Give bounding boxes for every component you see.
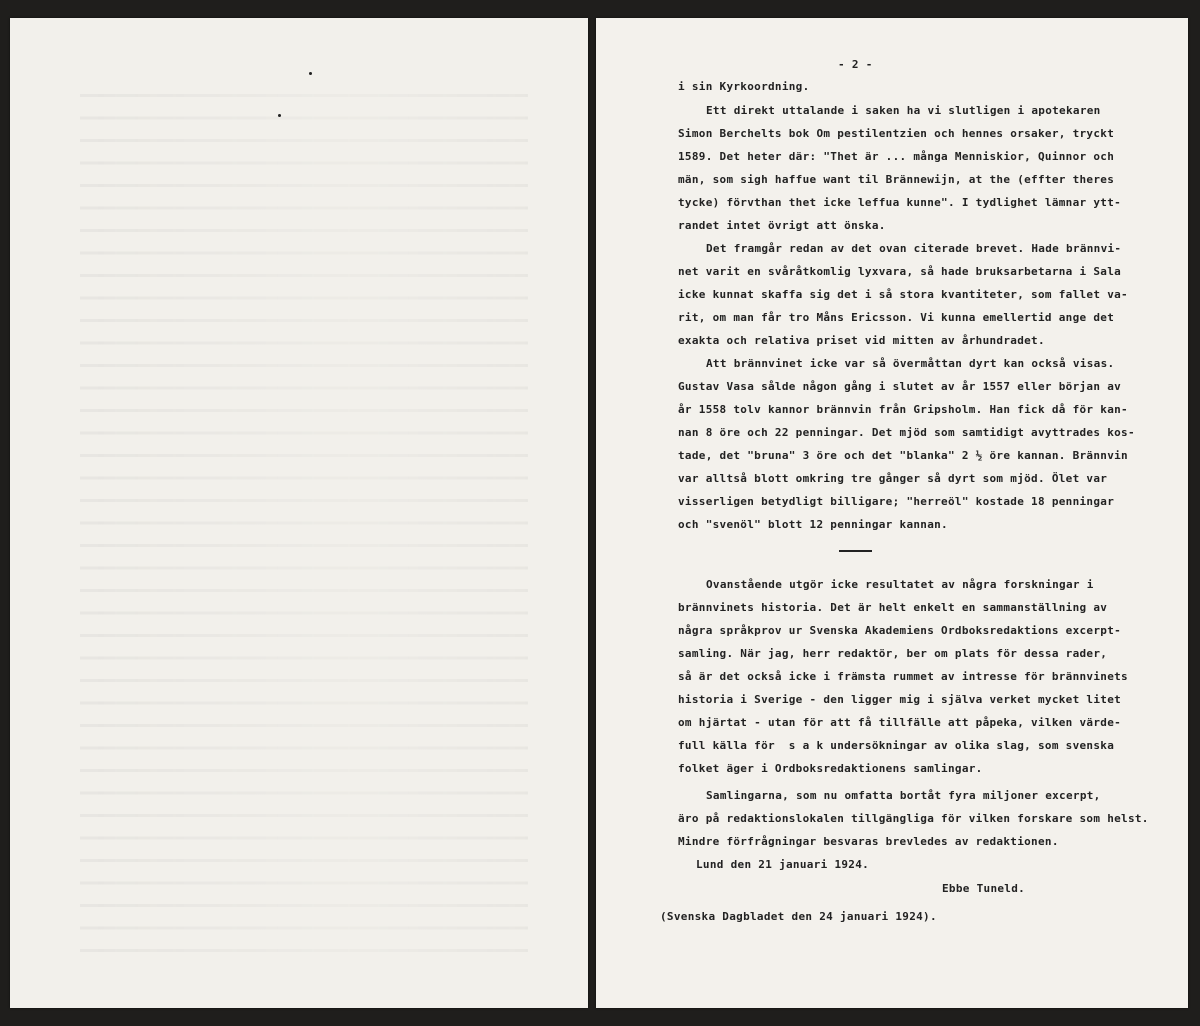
- text-line: några språkprov ur Svenska Akademiens Ordboksredaktions excerpt-: [678, 624, 1122, 637]
- text-line: var alltså blott omkring tre gånger så dyrt som mjöd. Ölet var: [678, 472, 1108, 485]
- text-line: Ovanstående utgör icke resultatet av några forskningar i: [706, 578, 1094, 591]
- text-line: historia i Sverige - den ligger mig i själva verket mycket litet: [678, 693, 1122, 706]
- text-line: nan 8 öre och 22 penningar. Det mjöd som samtidigt avyttrades kos-: [678, 426, 1135, 439]
- text-line: folket äger i Ordboksredaktionens samlingar.: [678, 762, 983, 775]
- page-number: - 2 -: [838, 58, 873, 71]
- left-page-bleedthrough: [10, 18, 588, 1008]
- text-line: icke kunnat skaffa sig det i så stora kvantiteter, som fallet va-: [678, 288, 1128, 301]
- text-line: tade, det "bruna" 3 öre och det "blanka" 2 ½ öre kannan. Brännvin: [678, 449, 1128, 462]
- signature: Ebbe Tuneld.: [942, 882, 1026, 895]
- bleedthrough-text: [80, 78, 528, 968]
- text-line: 1589. Det heter där: "Thet är ... många Menniskior, Quinnor och: [678, 150, 1115, 163]
- text-line: äro på redaktionslokalen tillgängliga för vilken forskare som helst.: [678, 812, 1149, 825]
- text-line: full källa för s a k undersökningar av olika slag, som svenska: [678, 739, 1115, 752]
- text-line: randet intet övrigt att önska.: [678, 219, 886, 232]
- ink-dot: [309, 72, 312, 75]
- text-line: brännvinets historia. Det är helt enkelt en sammanställning av: [678, 601, 1108, 614]
- text-line: visserligen betydligt billigare; "herreöl" kostade 18 penningar: [678, 495, 1115, 508]
- text-line: samling. När jag, herr redaktör, ber om plats för dessa rader,: [678, 647, 1108, 660]
- source-note: (Svenska Dagbladet den 24 januari 1924).: [660, 910, 937, 923]
- right-page-typescript: [596, 18, 1188, 1008]
- text-line: exakta och relativa priset vid mitten av århundradet.: [678, 334, 1045, 347]
- section-divider: [839, 550, 872, 552]
- text-line: Simon Berchelts bok Om pestilentzien och hennes orsaker, tryckt: [678, 127, 1115, 140]
- text-line: män, som sigh haffue want til Brännewijn, at the (effter theres: [678, 173, 1115, 186]
- text-line: Gustav Vasa sålde någon gång i slutet av år 1557 eller början av: [678, 380, 1122, 393]
- ink-dot: [278, 114, 281, 117]
- text-line: och "svenöl" blott 12 penningar kannan.: [678, 518, 948, 531]
- text-line: Samlingarna, som nu omfatta bortåt fyra miljoner excerpt,: [706, 789, 1101, 802]
- text-line: år 1558 tolv kannor brännvin från Gripsholm. Han fick då för kan-: [678, 403, 1128, 416]
- text-line: Det framgår redan av det ovan citerade brevet. Hade brännvi-: [706, 242, 1122, 255]
- text-line: Ett direkt uttalande i saken ha vi slutligen i apotekaren: [706, 104, 1101, 117]
- text-line: rit, om man får tro Måns Ericsson. Vi kunna emellertid ange det: [678, 311, 1115, 324]
- text-line: Mindre förfrågningar besvaras brevledes av redaktionen.: [678, 835, 1059, 848]
- text-line: så är det också icke i främsta rummet av intresse för brännvinets: [678, 670, 1128, 683]
- text-line: om hjärtat - utan för att få tillfälle att påpeka, vilken värde-: [678, 716, 1122, 729]
- text-line: tycke) förvthan thet icke leffua kunne". I tydlighet lämnar ytt-: [678, 196, 1122, 209]
- dateline: Lund den 21 januari 1924.: [696, 858, 870, 871]
- text-line: Att brännvinet icke var så övermåttan dyrt kan också visas.: [706, 357, 1115, 370]
- text-line: net varit en svåråtkomlig lyxvara, så hade bruksarbetarna i Sala: [678, 265, 1122, 278]
- text-line: i sin Kyrkoordning.: [678, 80, 810, 93]
